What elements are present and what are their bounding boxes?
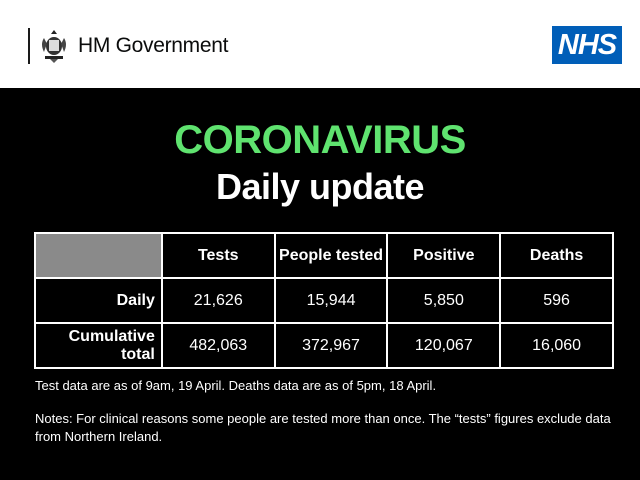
hm-government-logo [28,26,228,66]
table-cell: 120,067 [387,323,500,368]
nhs-logo [552,26,622,64]
row-label: Daily [35,278,162,323]
table-cell: 482,063 [162,323,275,368]
table-row [35,278,613,323]
table-cell: 5,850 [387,278,500,323]
table-corner-cell [35,233,162,278]
column-header: People tested [275,233,388,278]
row-label: Cumulative total [35,323,162,368]
stats-table [34,232,614,369]
nhs-label: NHS [557,28,617,61]
royal-crest-icon [38,28,70,64]
data-timing-note: Test data are as of 9am, 19 April. Deaths data are as of 5pm, 18 April. [35,378,437,393]
slide-subtitle: Daily update [215,166,425,207]
table-cell: 596 [500,278,613,323]
logo-rule [28,28,30,64]
slide-title: CORONAVIRUS [174,118,466,162]
table-header-row [35,233,613,278]
column-header: Positive [387,233,500,278]
table-cell: 372,967 [275,323,388,368]
column-header: Deaths [500,233,613,278]
table-cell: 21,626 [162,278,275,323]
hm-government-label: HM Government [78,34,229,57]
update-panel [0,88,640,480]
table-cell: 15,944 [275,278,388,323]
table-cell: 16,060 [500,323,613,368]
header-bar [0,0,640,88]
table-row [35,323,613,368]
clinical-note: Notes: For clinical reasons some people are tested more than once. The “tests” figures exclude data from Northern Ireland. [35,411,611,444]
column-header: Tests [162,233,275,278]
